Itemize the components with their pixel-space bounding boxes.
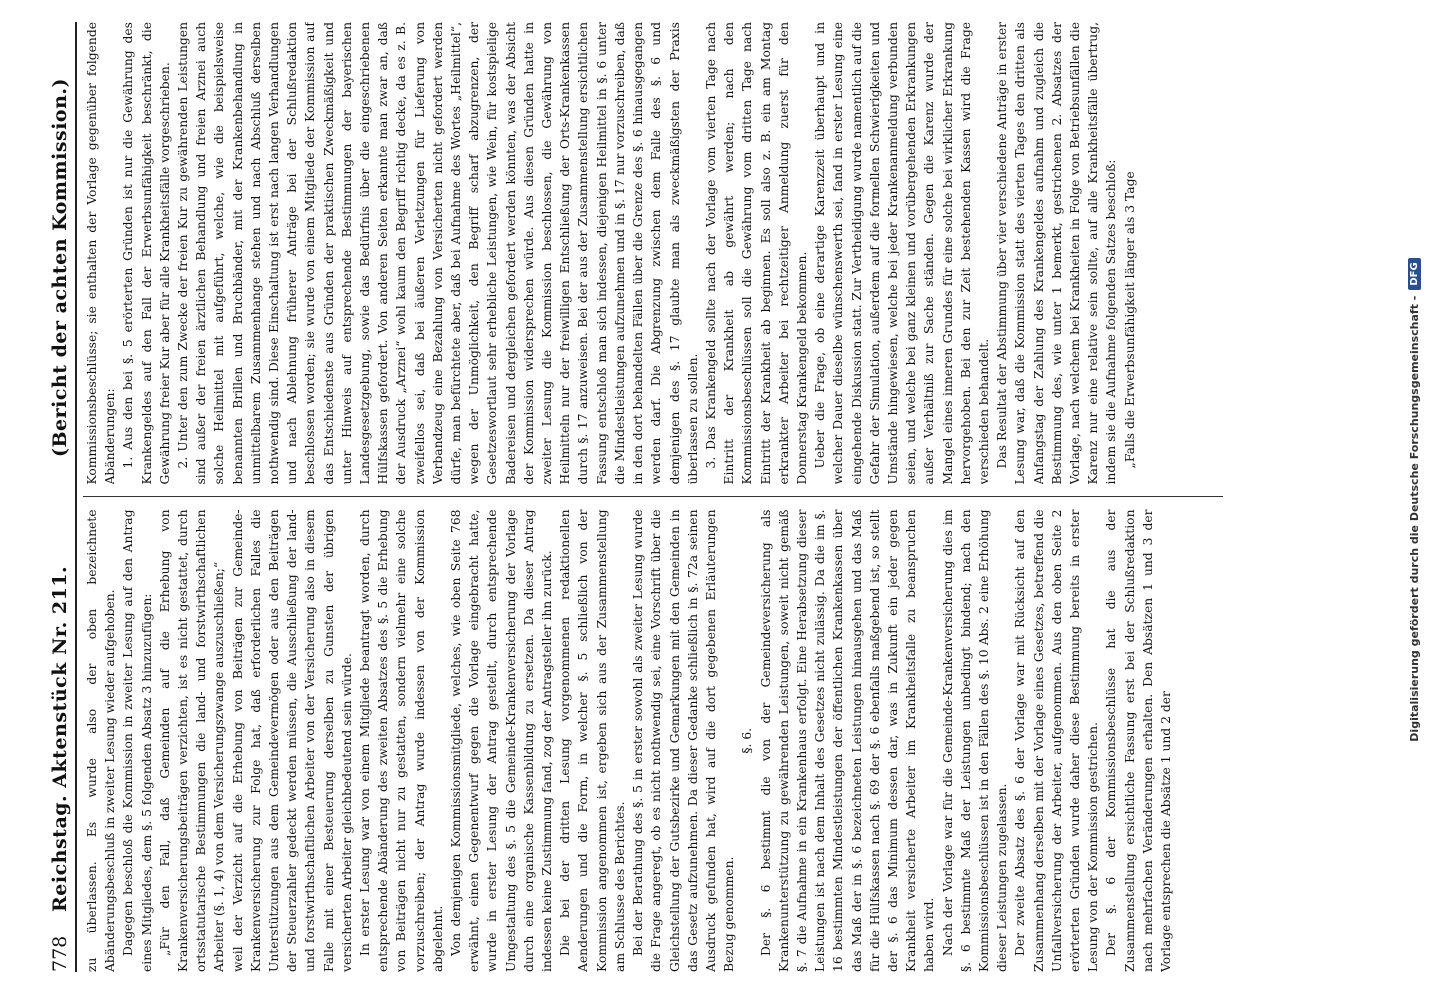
watermark-text: Digitalisierung gefördert durch die Deutsche Forschungsgemeinschaft -: [1407, 295, 1421, 742]
column-divider: [83, 497, 1223, 498]
paragraph: Der zweite Absatz des §. 6 der Vorlage war mit Rücksicht auf den Zusammenhang derselben mit der Vorlage eines Gesetzes, betreffend die Unfallversicherung der Arbeiter, aufgenommen. Aus den oben Seite 2 erörterten Gründen wurde daher diese Bestimmung bereits in erster Lesung von der Kommission gestrichen.: [1013, 509, 1101, 972]
left-column: [83, 510, 1223, 973]
paragraph: „Falls die Erwerbsunfähigkeit länger als 3 Tage: [1122, 171, 1137, 469]
paragraph: „Für den Fall, daß Gemeinden auf die Erhebung von Krankenversicherungsbeiträgen verzichten, ist es nicht gestattet, durch ortsstatutarische Bestimmungen die land- und forstwirthschaftlichen Arbeiter (§. 1, 4) von dem Versicherungszwange auszuschließen;“: [157, 509, 227, 972]
paragraph: Von demjenigen Kommissionsmitgliede, welches, wie oben Seite 768 erwähnt, einen Gegenentwurf gegen die Vorlage eingebracht hatte, wurde in erster Lesung der Antrag gestellt, durch entsprechende Umgestaltung des §. 5 die Gemeinde-Krankenversicherung der Vorlage durch eine organische Kassenbildung zu ersetzen. Da dieser Antrag indessen keine Zustimmung fand, zog der Antragsteller ihn zurück.: [449, 509, 555, 972]
header-title-left: Reichstag. Aktenstück Nr. 211.: [49, 565, 71, 912]
paragraph: Das Resultat der Abstimmung über vier verschiedene Anträge in erster Lesung war, daß die Kommission statt des vierten Tages den dritten als Anfangstag der Zahlung des Krankengeldes aufnahm und zugleich die Bestimmung des, wie unter 1 bemerkt, gestrichenen 2. Absatzes der Vorlage, nach welchem bei Krankheiten in Folge von Betriebsunfällen die Karenz nur eine relative sein sollte, auf alle Krankheitsfälle übertrug, indem sie die Aufnahme folgenden Satzes beschloß:: [995, 22, 1119, 485]
paragraph: zu überlassen. Es wurde also der oben bezeichnete Abänderungsbeschluß in zweiter Lesung wieder aufgehoben.: [85, 509, 118, 972]
page-number: 778: [49, 935, 71, 972]
paragraph: Ueber die Frage, ob eine derartige Karenzzeit überhaupt und in welcher Dauer dieselbe wünschenswerth sei, fand in erster Lesung eine eingehende Diskussion statt. Zur Vertheidigung wurde namentlich auf die Gefahr der Simulation, außerdem auf die formellen Schwierigkeiten und Umstände hingewiesen, welche bei jeder Krankenanmeldung verbunden seien, und welche bei ganz kleinen und vorübergehenden Erkrankungen außer Verhältniß zur Sache ständen. Gegen die Karenz wurde der Mangel eines inneren Grundes für eine solche bei wirklicher Erkrankung hervorgehoben. Bei den zur Zeit bestehenden Kassen wird die Frage verschieden behandelt.: [813, 22, 991, 485]
paragraph: Kommissionsbeschlüsse; sie enthalten der Vorlage gegenüber folgende Abänderungen:: [85, 22, 118, 485]
paragraph: Der §. 6 bestimmt die von der Gemeindeversicherung als Krankenunterstützung zu gewährenden Leistungen, soweit nicht gemäß §. 7 die Aufnahme in ein Krankenhaus erfolgt. Eine Herabsetzung dieser Leistungen ist nach dem Inhalt des Gesetzes nicht zulässig. Da die im §. 16 bestimmten Mindestleistungen der öffentlichen Krankenkassen über das Maß der in §. 6 bezeichneten Leistungen hinausgehen und das Maß für die Hülfskassen nach §. 69 der §. 6 ebenfalls maßgebend ist, so stellt der §. 6 das Minimum dessen dar, was in Zukunft ein jeder gegen Krankheit versicherte Arbeiter im Krankheitsfalle zu beanspruchen haben wird.: [758, 509, 937, 972]
right-column: [83, 22, 1223, 485]
digitization-watermark: [1405, 80, 1423, 920]
paragraph: 3. Das Krankengeld sollte nach der Vorlage vom vierten Tage nach Eintritt der Krankheit ab gewährt werden; nach den Kommissionsbeschlüssen soll die Gewährung vom dritten Tage nach Eintritt der Krankheit ab beginnen. Es soll also z. B. ein am Montag erkrankter Arbeiter bei rechtzeitiger Anmeldung zuerst für den Donnerstag Krankengeld bekommen.: [703, 22, 809, 485]
paragraph: In erster Lesung war von einem Mitgliede beantragt worden, durch entsprechende Abänderung des zweiten Absatzes des §. 5 die Erhebung von Beiträgen nicht nur zu gestatten, sondern vielmehr eine solche vorzuschreiben; der Antrag wurde indessen von der Kommission abgelehnt.: [358, 509, 445, 972]
text-columns: [83, 22, 1223, 972]
paragraph: Nach der Vorlage war für die Gemeinde-Krankenversicherung dies im §. 6 bestimmte Maß der Leistungen unbedingt bindend; nach den Kommissionsbeschlüssen ist in den Fällen des §. 10 Abs. 2 eine Erhöhung dieser Leistungen zugelassen.: [940, 509, 1010, 972]
section-heading: §. 6.: [740, 727, 755, 754]
paragraph: Die bei der dritten Lesung vorgenommenen redaktionellen Aenderungen und die Form, in welcher §. 5 schließlich von der Kommission angenommen ist, ergeben sich aus der Zusammenstellung am Schlusse des Berichtes.: [558, 509, 627, 972]
paragraph: weil der Verzicht auf die Erhebung von Beiträgen zur Gemeinde-Krankenversicherung zur Folge hat, daß erforderlichen Falles die Unterstützungen aus dem Gemeindevermögen oder aus den Beiträgen der Steuerzahler gedeckt werden müssen, die Ausschließung der land- und forstwirthschaftlichen Arbeiter von der Versicherung also in diesem Falle mit einer Besteuerung derselben zu Gunsten der übrigen versicherten Arbeiter gleichbedeutend sein würde.: [230, 509, 354, 972]
paragraph: Bei der Berathung des §. 5 in erster sowohl als zweiter Lesung wurde die Frage angeregt, ob es nicht nothwendig sei, eine Vorschrift über die Gleichstellung der Gutsbezirke und Gemarkungen mit den Gemeinden in das Gesetz aufzunehmen. Da dieser Gedanke schließlich in §. 72a seinen Ausdruck gefunden hat, wird auf die dort gegebenen Erläuterungen Bezug genommen.: [631, 509, 737, 972]
paragraph: Der §. 6 der Kommissionsbeschlüsse hat die aus der Zusammenstellung ersichtliche Fassung erst bei der Schlußredaktion nach mehrfachen Veränderungen erhalten. Den Absätzen 1 und 3 der Vorlage entsprechen die Absätze 1 und 2 der: [1104, 509, 1173, 972]
header-title-right: (Bericht der achten Kommission.): [49, 77, 71, 457]
paragraph: 1. Aus den bei §. 5 erörterten Gründen ist nur die Gewährung des Krankengeldes auf den Fall der Erwerbsunfähigkeit beschränkt, die Gewährung freier Kur aber für alle Krankheitsfälle vorgeschrieben.: [121, 22, 172, 485]
dfg-logo: DFG: [1408, 258, 1421, 289]
page-header: [49, 22, 77, 972]
document-page: [35, 10, 1397, 990]
paragraph: Dagegen beschloß die Kommission in zweiter Lesung auf den Antrag eines Mitgliedes, dem §. 5 folgenden Absatz 3 hinzuzufügen:: [121, 509, 154, 972]
paragraph: 2. Unter den zum Zwecke der freien Kur zu gewährenden Leistungen sind außer der freien ärztlichen Behandlung und freien Arznei auch solche Heilmittel mit aufgeführt, welche, wie die beispielsweise benannten Brillen und Bruchbänder, mit der Krankenbehandlung in unmittelbarem Zusammenhange stehen und nach Abschluß derselben nothwendig sind. Diese Einschaltung ist erst nach langen Verhandlungen und nach Ablehnung früherer Anträge bei der Schlußredaktion beschlossen worden; sie wurde von einem Mitgliede der Kommission auf das Entschiedenste aus Gründen der praktischen Zweckmäßigkeit und unter Hinweis auf entsprechende Bestimmungen der bayerischen Landesgesetzgebung, sowie das Bedürfnis über die eingeschriebenen Hülfskassen gefordert. Von anderen Seiten erkannte man zwar an, daß der Ausdruck „Arznei“ wohl kaum den Begriff richtig decke, da es z. B. zweifellos sei, daß bei äußeren Verletzungen für Lieferung von Verbandzeug eine Bezahlung von Versicherten nicht gefordert werden dürfe, man befürchtete aber, daß bei Aufnahme des Wortes „Heilmittel“, wegen der Unmöglichkeit, den Begriff scharf abzugrenzen, der Gesetzeswortlaut sehr erhebliche Leistungen, wie Wein, für kostspielige Badereisen und dergleichen gefordert werden könnten, was der Absicht der Kommission widersprechen würde. Aus diesen Gründen hatte in zweiter Lesung die Kommission beschlossen, die Gewährung von Heilmitteln nur der freiwilligen Entschließung der Orts-Krankenkassen durch §. 17 anzuweisen. Bei der aus der Zusammenstellung ersichtlichen Fassung entschloß man sich indessen, diejenigen Heilmittel in §. 6 unter die Mindestleistungen aufzunehmen und in §. 17 nur vorzuschreiben, daß in den dort behandelten Fällen über die Grenze des §. 6 hinausgegangen werden darf. Die Abgrenzung zwischen dem Falle des §. 6 und demjenigen des §. 17 glaubte man als zweckmäßigsten der Praxis überlassen zu sollen.: [176, 22, 700, 485]
